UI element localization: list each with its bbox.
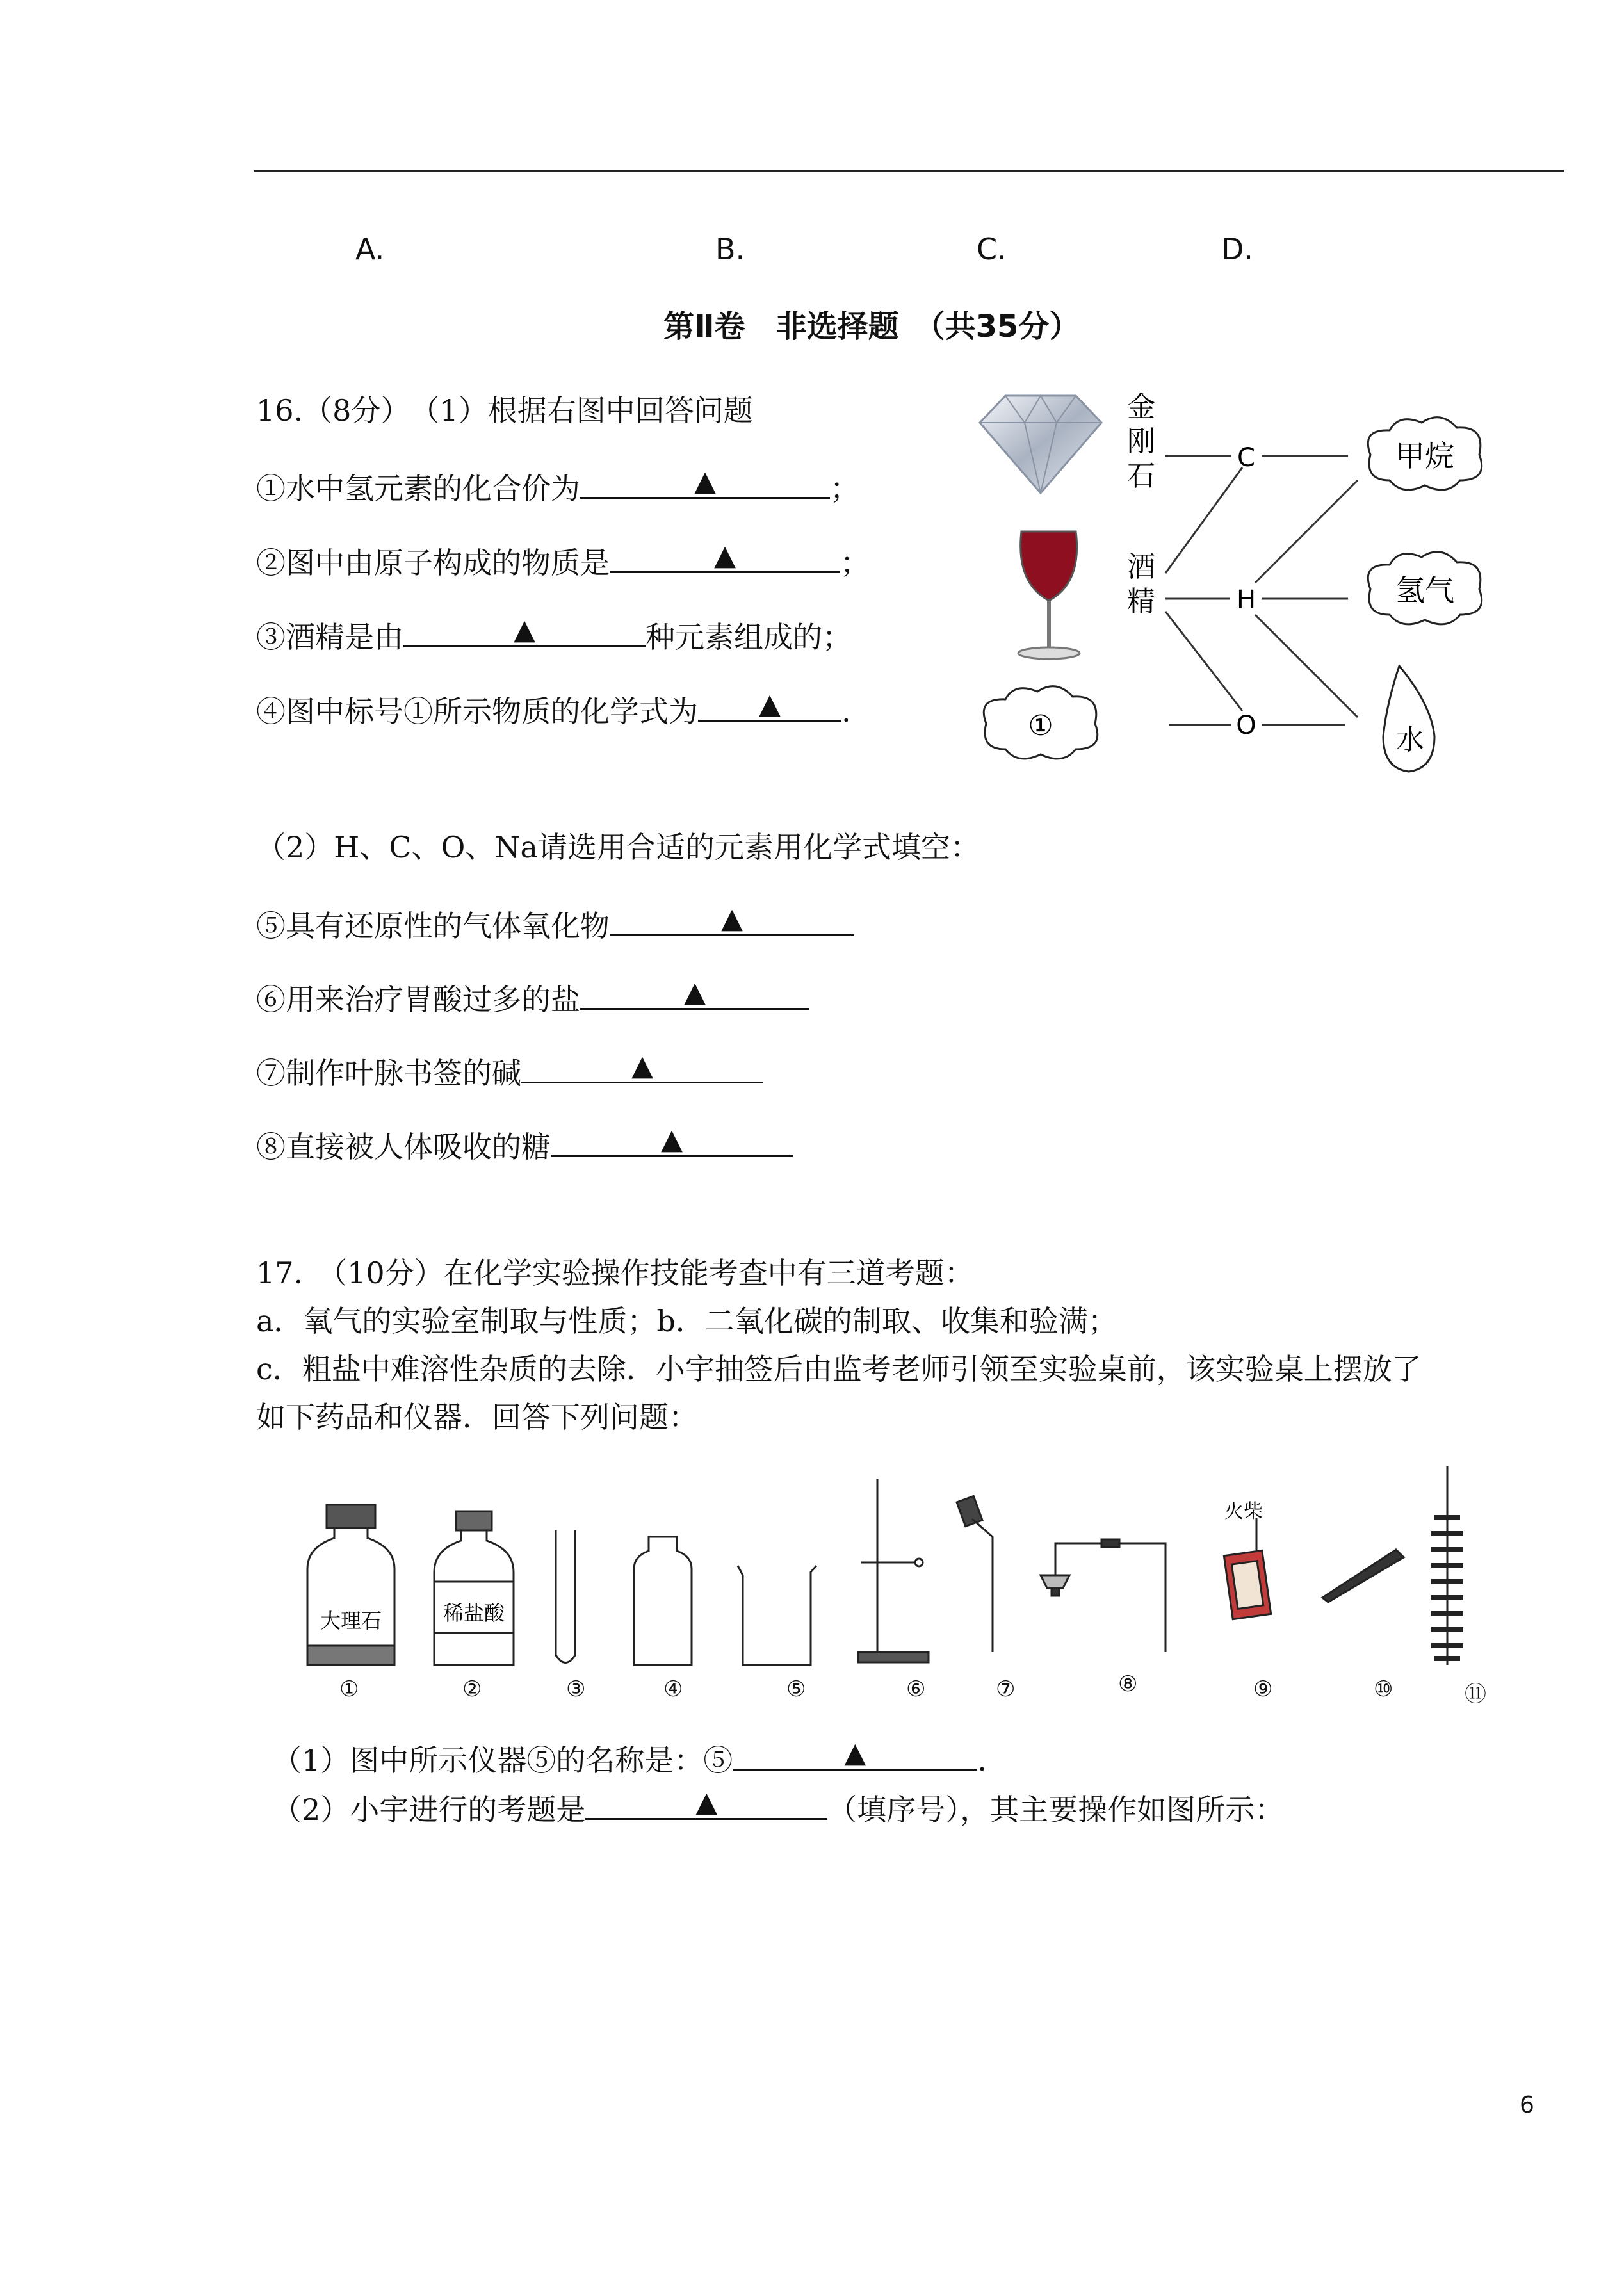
acid-bottle-icon (434, 1511, 514, 1665)
gas-bottle-icon (634, 1537, 692, 1665)
blank-marker: ▲ (631, 1050, 653, 1082)
answer-blank[interactable] (580, 465, 830, 499)
blank-marker: ▲ (714, 539, 736, 572)
answer-blank[interactable] (585, 1786, 827, 1820)
blank-marker: ▲ (695, 1786, 718, 1819)
blank-marker: ▲ (844, 1737, 866, 1769)
water-label: 水 (1396, 724, 1424, 756)
test-tube-brush-icon (1431, 1466, 1463, 1665)
diamond-label-2: 刚 (1127, 425, 1155, 458)
stopper-tube-icon (957, 1496, 993, 1652)
tweezers-icon (1322, 1550, 1404, 1602)
hydrogen-label: 氢气 (1395, 573, 1454, 608)
q16-item-4-end: . (841, 694, 851, 729)
alcohol-label-1: 酒 (1127, 551, 1155, 583)
q16-item-2-end: ； (840, 546, 870, 580)
option-a: A. (355, 232, 385, 266)
alcohol-label-2: 精 (1127, 585, 1155, 618)
unknown-cloud-label: ① (1028, 710, 1053, 742)
connector-lines (1165, 456, 1358, 725)
q16-item-6-text: ⑥用来治疗胃酸过多的盐 (256, 982, 580, 1017)
apparatus-number-4: ④ (663, 1676, 683, 1702)
apparatus-number-10: ⑩ (1374, 1676, 1393, 1702)
answer-blank[interactable] (403, 613, 646, 647)
acid-label: 稀盐酸 (443, 1601, 505, 1625)
answer-blank[interactable] (580, 976, 809, 1010)
q16-diagram (973, 384, 1511, 788)
test-tube-icon (556, 1530, 575, 1663)
q17-sub-1-text: （1）图中所示仪器⑤的名称是：⑤ (272, 1743, 733, 1778)
diamond-icon (980, 396, 1101, 493)
apparatus-number-2: ② (462, 1676, 482, 1702)
q16-item-3 (256, 613, 852, 654)
answer-blank[interactable] (610, 902, 854, 936)
apparatus-number-11: ⑪ (1465, 1682, 1486, 1707)
diamond-label-1: 金 (1127, 391, 1155, 423)
wine-glass-icon (1018, 531, 1080, 659)
element-h: H (1236, 585, 1256, 615)
blank-marker: ▲ (514, 613, 535, 646)
q16-item-7 (256, 1050, 763, 1091)
apparatus-number-8: ⑧ (1118, 1671, 1138, 1697)
q16-item-3-end: 种元素组成的； (646, 620, 852, 654)
answer-blank[interactable] (610, 539, 840, 573)
answer-blank[interactable] (698, 688, 841, 722)
element-o: O (1236, 711, 1256, 740)
q16-item-6 (256, 976, 809, 1017)
q16-item-5 (256, 902, 854, 943)
q16-item-4 (256, 688, 851, 729)
funnel-tube-icon (1041, 1539, 1165, 1652)
iron-stand-icon (858, 1479, 929, 1662)
q16-item-5-text: ⑤具有还原性的气体氧化物 (256, 909, 610, 943)
q16-item-2 (256, 539, 870, 580)
blank-marker: ▲ (759, 688, 781, 720)
matches-label: 火柴 (1224, 1500, 1263, 1523)
marble-bottle-icon (307, 1505, 394, 1665)
apparatus-number-5: ⑤ (786, 1676, 806, 1702)
matches-icon (1224, 1518, 1271, 1619)
q17-line-2: a．氧气的实验室制取与性质；b．二氧化碳的制取、收集和验满； (256, 1304, 1117, 1338)
q17-sub-1-end: . (977, 1743, 987, 1778)
beaker-icon (738, 1566, 816, 1665)
answer-blank[interactable] (551, 1123, 793, 1157)
q16-item-7-text: ⑦制作叶脉书签的碱 (256, 1056, 521, 1091)
blank-marker: ▲ (661, 1123, 683, 1156)
blank-marker: ▲ (694, 465, 716, 498)
q17-line-4: 如下药品和仪器．回答下列问题： (256, 1400, 698, 1434)
q16-intro: 16.（8分） （1）根据右图中回答问题 (256, 393, 753, 428)
marble-label: 大理石 (320, 1609, 382, 1633)
q16-item-3-text: ③酒精是由 (256, 620, 403, 654)
q16-item-2-text: ②图中由原子构成的物质是 (256, 546, 610, 580)
blank-marker: ▲ (721, 902, 743, 935)
option-b: B. (715, 232, 745, 266)
q16-item-1-end: ； (830, 471, 859, 506)
option-d: D. (1221, 232, 1254, 266)
apparatus-number-3: ③ (566, 1676, 586, 1702)
q16-item-4-text: ④图中标号①所示物质的化学式为 (256, 694, 698, 729)
option-c: C. (977, 232, 1007, 266)
apparatus-number-6: ⑥ (906, 1676, 926, 1702)
q17-line-3: c．粗盐中难溶性杂质的去除．小宇抽签后由监考老师引领至实验桌前，该实验桌上摆放了 (256, 1352, 1422, 1386)
header-rule (254, 170, 1564, 172)
apparatus-number-1: ① (339, 1676, 359, 1702)
apparatus-number-7: ⑦ (996, 1676, 1016, 1702)
apparatus-number-9: ⑨ (1253, 1676, 1273, 1702)
q17-sub-1 (272, 1737, 987, 1778)
diamond-label-3: 石 (1127, 460, 1155, 492)
q16-item-8 (256, 1123, 793, 1164)
methane-label: 甲烷 (1395, 439, 1454, 473)
answer-blank[interactable] (521, 1050, 763, 1083)
q17-sub-2-end: （填序号），其主要操作如图所示： (827, 1792, 1285, 1827)
q17-sub-2 (272, 1786, 1285, 1827)
q16-part2-intro: （2）H、C、O、Na请选用合适的元素用化学式填空： (256, 830, 980, 864)
section-title: 第Ⅱ卷 非选择题 （共35分） (663, 309, 1080, 345)
q17-sub-2-text: （2）小宇进行的考题是 (272, 1792, 586, 1827)
q16-item-1 (256, 465, 859, 506)
answer-blank[interactable] (733, 1737, 977, 1771)
element-c: C (1237, 443, 1255, 473)
q16-item-8-text: ⑧直接被人体吸收的糖 (256, 1130, 551, 1164)
blank-marker: ▲ (684, 976, 706, 1009)
apparatus-figure (282, 1460, 1537, 1671)
q16-item-1-text: ①水中氢元素的化合价为 (256, 471, 580, 506)
page-number: 6 (1520, 2092, 1534, 2118)
q17-intro: 17. （10分）在化学实验操作技能考查中有三道考题： (256, 1256, 974, 1290)
